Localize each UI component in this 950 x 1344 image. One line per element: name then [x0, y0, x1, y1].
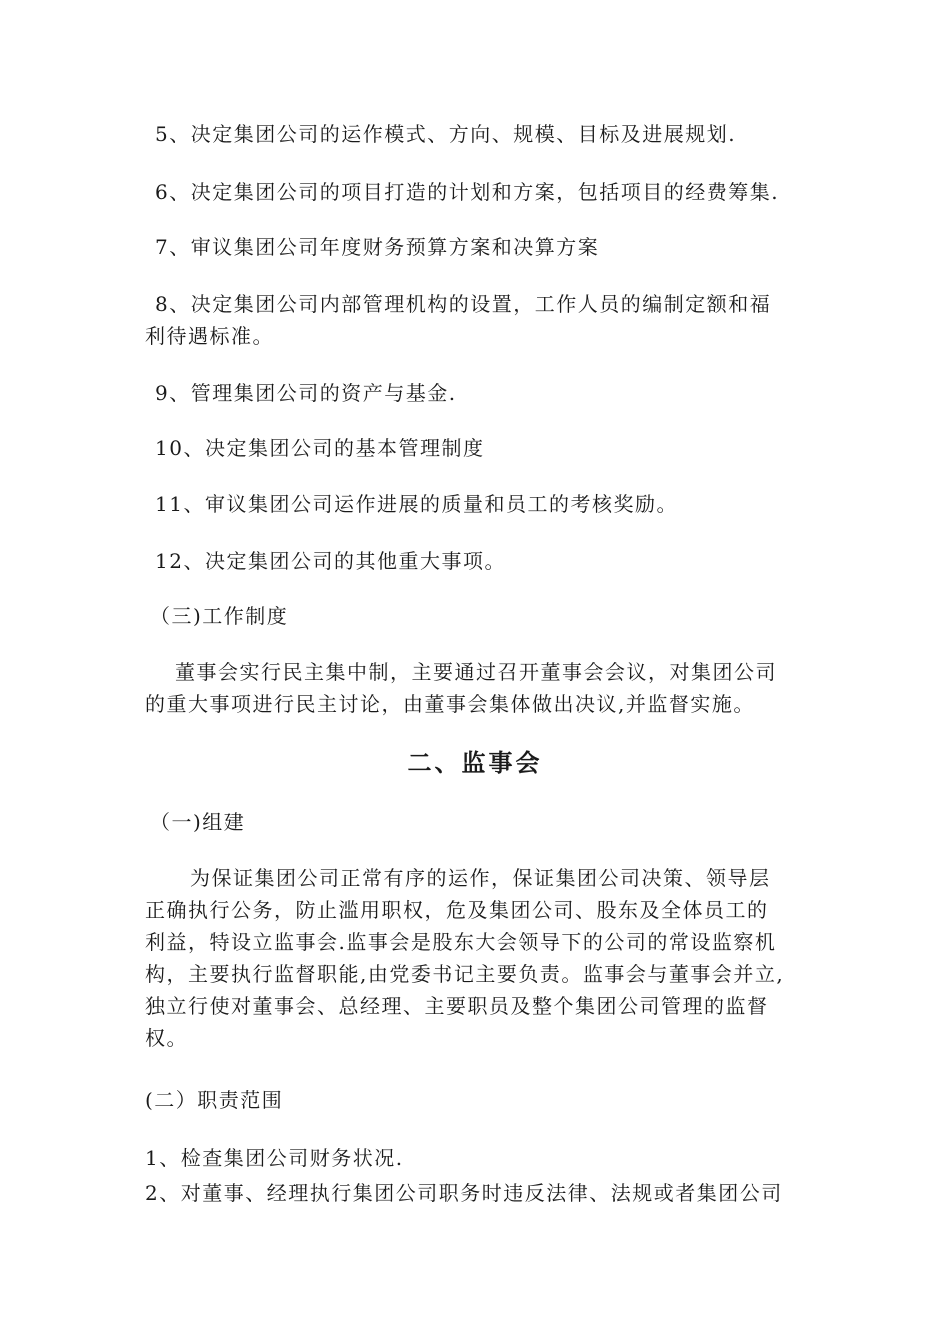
work-system-paragraph: [145, 656, 810, 720]
scope-heading: (二）职责范围: [145, 1088, 284, 1112]
board-item-8-line2: 利待遇标准。: [145, 324, 274, 348]
formation-heading: （一)组建: [150, 810, 246, 834]
board-item-8-line1: 8、决定集团公司内部管理机构的设置，工作人员的编制定额和福: [155, 292, 772, 316]
board-item-5: 5、决定集团公司的运作模式、方向、规模、目标及进展规划.: [155, 122, 737, 146]
formation-line-3: 利益，特设立监事会.监事会是股东大会领导下的公司的常设监察机: [145, 930, 777, 954]
work-system-line2: 的重大事项进行民主讨论，由董事会集体做出决议,并监督实施。: [145, 692, 755, 716]
work-system-heading: （三)工作制度: [150, 604, 289, 628]
scope-item-2: 2、对董事、经理执行集团公司职务时违反法律、法规或者集团公司: [145, 1181, 783, 1205]
formation-paragraph: [145, 862, 810, 1054]
board-item-7: 7、审议集团公司年度财务预算方案和决算方案: [155, 235, 600, 259]
formation-line-5: 独立行使对董事会、总经理、主要职员及整个集团公司管理的监督: [145, 994, 769, 1018]
board-item-10: 10、决定集团公司的基本管理制度: [155, 436, 485, 460]
work-system-line1: 董事会实行民主集中制，主要通过召开董事会会议，对集团公司: [175, 660, 777, 684]
section-title-supervisory-board: 二、监事会: [407, 749, 543, 777]
board-item-12: 12、决定集团公司的其他重大事项。: [155, 549, 506, 573]
formation-line-6: 权。: [145, 1026, 188, 1050]
board-item-6: 6、决定集团公司的项目打造的计划和方案，包括项目的经费筹集.: [155, 180, 780, 204]
board-item-9: 9、管理集团公司的资产与基金.: [155, 381, 457, 405]
board-item-11: 11、审议集团公司运作进展的质量和员工的考核奖励。: [155, 492, 678, 516]
formation-line-1: 为保证集团公司正常有序的运作，保证集团公司决策、领导层: [190, 866, 771, 890]
formation-line-2: 正确执行公务，防止滥用职权，危及集团公司、股东及全体员工的: [145, 898, 769, 922]
formation-line-4: 构，主要执行监督职能,由党委书记主要负责。监事会与董事会并立,: [145, 962, 785, 986]
board-item-8: [145, 288, 810, 352]
scope-item-1: 1、检查集团公司财务状况.: [145, 1146, 404, 1170]
